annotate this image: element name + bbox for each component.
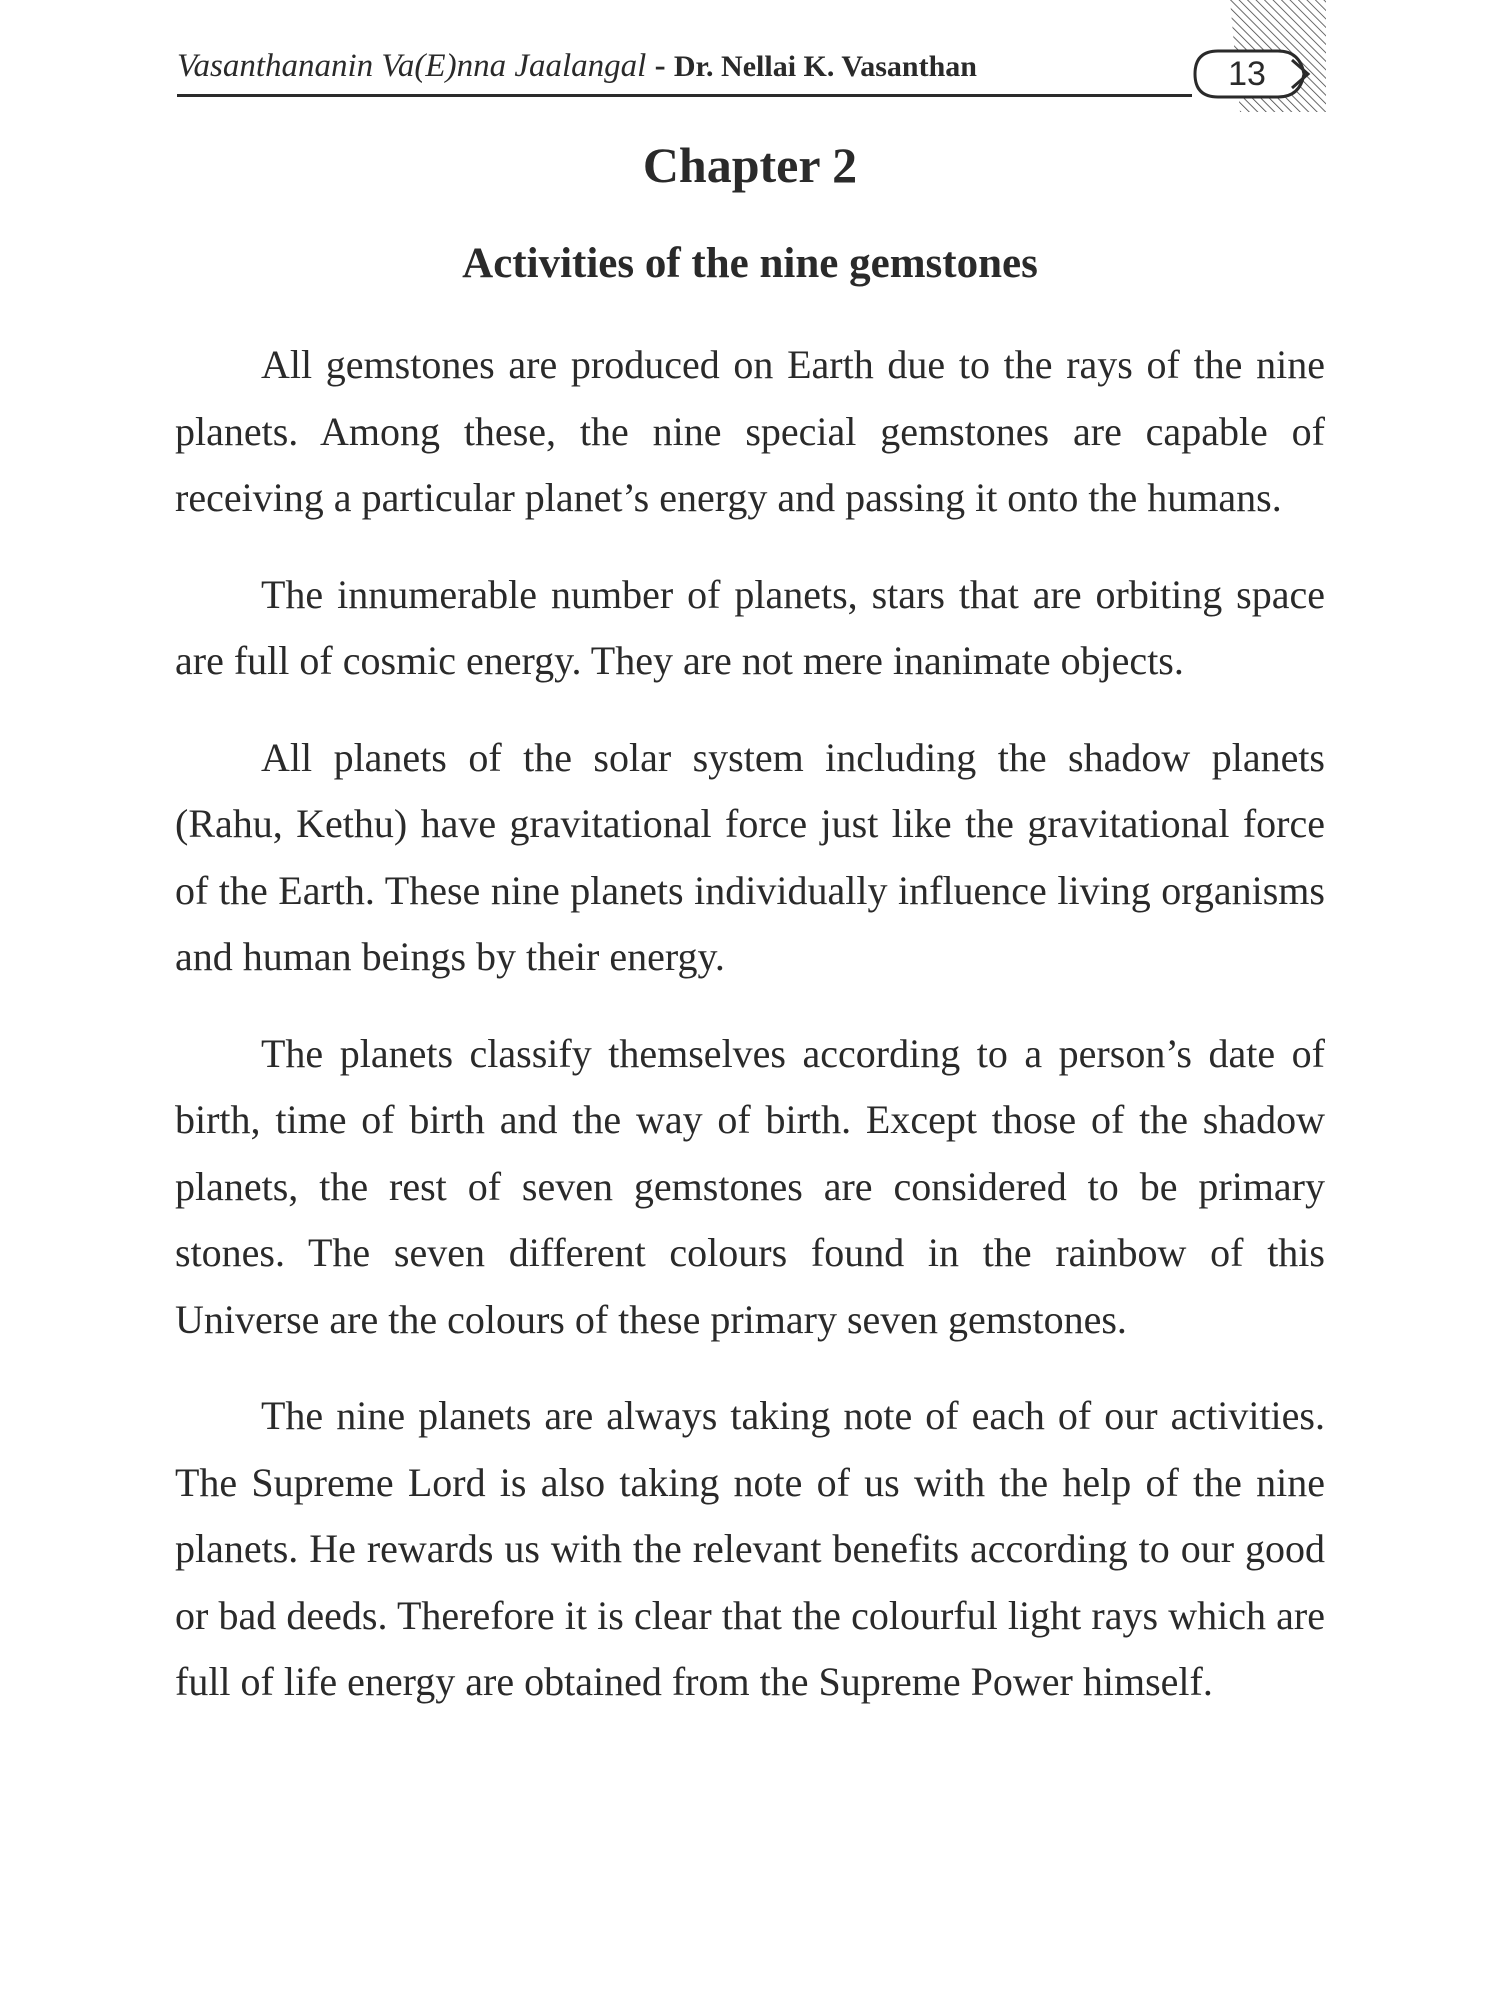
running-header bbox=[177, 38, 1327, 108]
page-number-badge bbox=[1192, 48, 1312, 100]
paragraph: The planets classify themselves according to a person’s date of birth, time of birth and the way of birth. Except those of the shadow planets, the rest of seven gemstones are considered to be primary stones. The seven different colours found in the rainbow of this Universe are the colours of these primary seven gemstones. bbox=[175, 1030, 1325, 1342]
chapter-title: Chapter 2 bbox=[642, 137, 858, 193]
paragraph: All gemstones are produced on Earth due to the rays of the nine planets. Among these, the nine special gemstones are capable of receiving a particular planet’s energy and passing it onto the humans. bbox=[175, 342, 1325, 520]
header-separator: - bbox=[646, 48, 674, 84]
author-name: Dr. Nellai K. Vasanthan bbox=[673, 50, 977, 83]
paragraph: All planets of the solar system including the shadow planets (Rahu, Kethu) have gravitational force just like the gravitational force of the Earth. These nine planets individually influence living organisms and human beings by their energy. bbox=[175, 734, 1325, 979]
header-title bbox=[177, 46, 977, 87]
paragraph: The nine planets are always taking note of each of our activities. The Supreme Lord is also taking note of us with the help of the nine planets. He rewards us with the relevant benefits according to our good or bad deeds. Therefore it is clear that the colourful light rays which are full of life energy are obtained from the Supreme Power himself. bbox=[175, 1393, 1325, 1704]
header-rule bbox=[177, 94, 1192, 97]
chapter-subtitle: Activities of the nine gemstones bbox=[462, 240, 1038, 287]
paragraph: The innumerable number of planets, stars that are orbiting space are full of cosmic energy. They are not mere inanimate objects. bbox=[175, 571, 1325, 683]
book-title: Vasanthananin Va(E)nna Jaalangal bbox=[177, 48, 647, 84]
page-number: 13 bbox=[1228, 55, 1266, 93]
body-text bbox=[175, 332, 1325, 1746]
